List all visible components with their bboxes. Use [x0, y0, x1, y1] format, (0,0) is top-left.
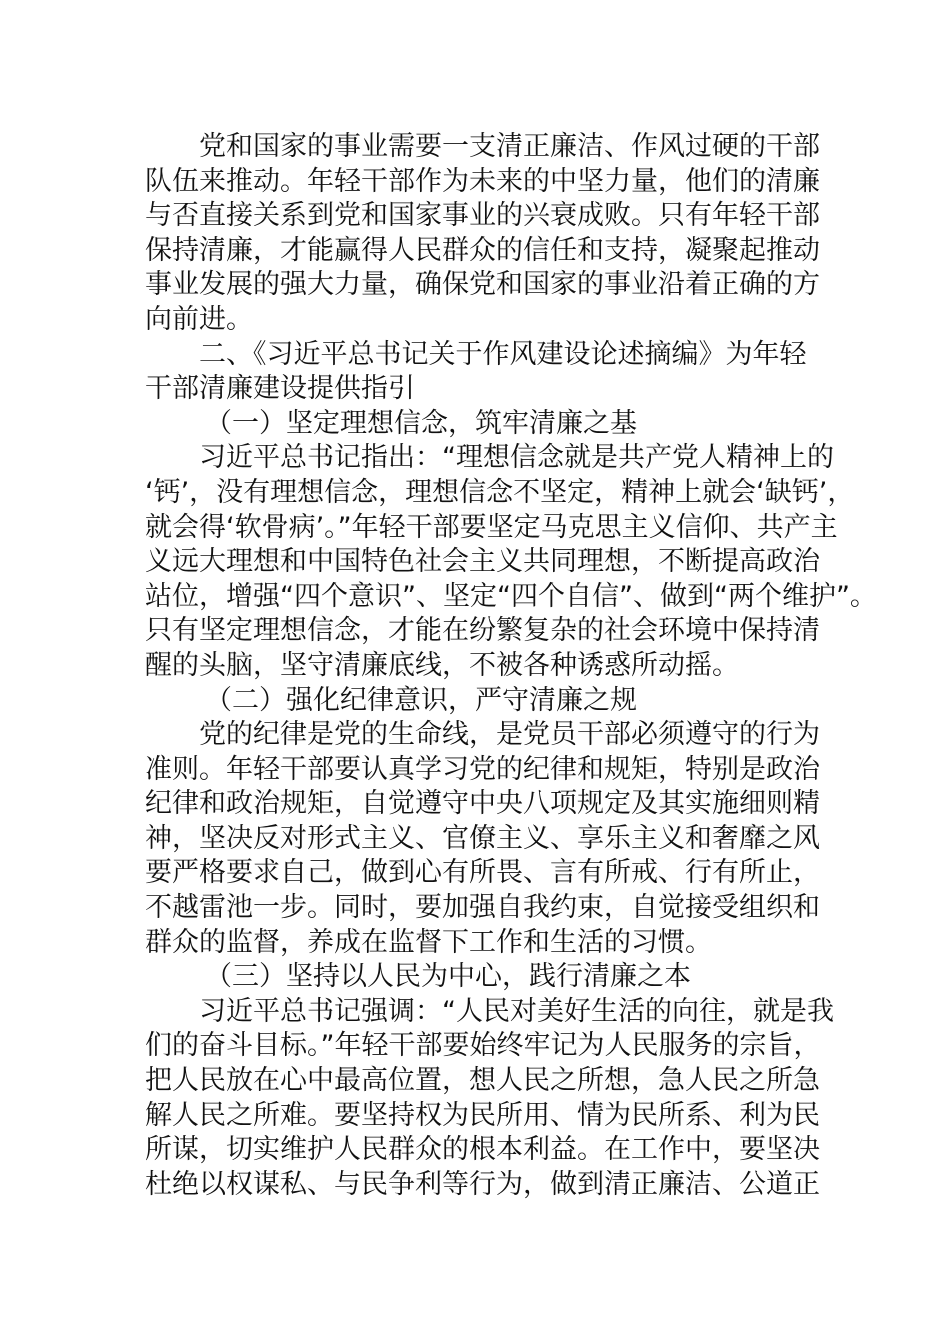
paragraph-line: 就会得‘软骨病’。”年轻干部要坚定马克思主义信仰、共产主 [145, 511, 838, 543]
paragraph-line: 习近平总书记指出：“理想信念就是共产党人精神上的 [199, 442, 834, 474]
paragraph-line: 纪律和政治规矩，自觉遵守中央八项规定及其实施细则精 [145, 788, 820, 820]
section-heading: 二、《习近平总书记关于作风建设论述摘编》为年轻 [199, 338, 807, 370]
paragraph-line: 不越雷池一步。同时，要加强自我约束，自觉接受组织和 [145, 892, 820, 924]
paragraph-line: ‘钙’，没有理想信念，理想信念不坚定，精神上就会‘缺钙’， [145, 476, 855, 508]
paragraph-line: 所谋，切实维护人民群众的根本利益。在工作中，要坚决 [145, 1134, 820, 1166]
paragraph-line: 队伍来推动。年轻干部作为未来的中坚力量，他们的清廉 [145, 165, 820, 197]
paragraph-line: 习近平总书记强调：“人民对美好生活的向往，就是我 [199, 995, 834, 1027]
paragraph-line: 站位，增强“四个意识”、坚定“四个自信”、做到“两个维护”。 [145, 580, 877, 612]
paragraph-line: 与否直接关系到党和国家事业的兴衰成败。只有年轻干部 [145, 200, 820, 232]
section-heading: 干部清廉建设提供指引 [145, 373, 415, 405]
paragraph-line: 神，坚决反对形式主义、官僚主义、享乐主义和奢靡之风 [145, 822, 820, 854]
paragraph-line: 把人民放在心中最高位置，想人民之所想，急人民之所急 [145, 1065, 820, 1097]
paragraph-line: 只有坚定理想信念，才能在纷繁复杂的社会环境中保持清 [145, 615, 820, 647]
subsection-heading: （三）坚持以人民为中心，践行清廉之本 [205, 961, 691, 993]
paragraph-line: 杜绝以权谋私、与民争利等行为，做到清正廉洁、公道正 [145, 1168, 820, 1200]
paragraph-line: 保持清廉，才能赢得人民群众的信任和支持，凝聚起推动 [145, 234, 820, 266]
paragraph-line: 群众的监督，养成在监督下工作和生活的习惯。 [145, 926, 712, 958]
paragraph-line: 党和国家的事业需要一支清正廉洁、作风过硬的干部 [199, 131, 820, 162]
paragraph-line: 准则。年轻干部要认真学习党的纪律和规矩，特别是政治 [145, 753, 820, 785]
paragraph-line: 们的奋斗目标。”年轻干部要始终牢记为人民服务的宗旨， [145, 1030, 821, 1062]
subsection-heading: （一）坚定理想信念，筑牢清廉之基 [205, 407, 637, 439]
document-body [145, 130, 877, 1202]
paragraph-line: 党的纪律是党的生命线，是党员干部必须遵守的行为 [199, 719, 820, 751]
paragraph-line: 义远大理想和中国特色社会主义共同理想，不断提高政治 [145, 546, 820, 578]
paragraph-line: 醒的头脑，坚守清廉底线，不被各种诱惑所动摇。 [145, 649, 739, 681]
paragraph-line: 要严格要求自己，做到心有所畏、言有所戒、行有所止， [145, 857, 820, 889]
paragraph-line: 向前进。 [145, 303, 253, 335]
paragraph-line: 解人民之所难。要坚持权为民所用、情为民所系、利为民 [145, 1099, 820, 1131]
subsection-heading: （二）强化纪律意识，严守清廉之规 [205, 684, 637, 716]
paragraph-line: 事业发展的强大力量，确保党和国家的事业沿着正确的方 [145, 269, 820, 301]
